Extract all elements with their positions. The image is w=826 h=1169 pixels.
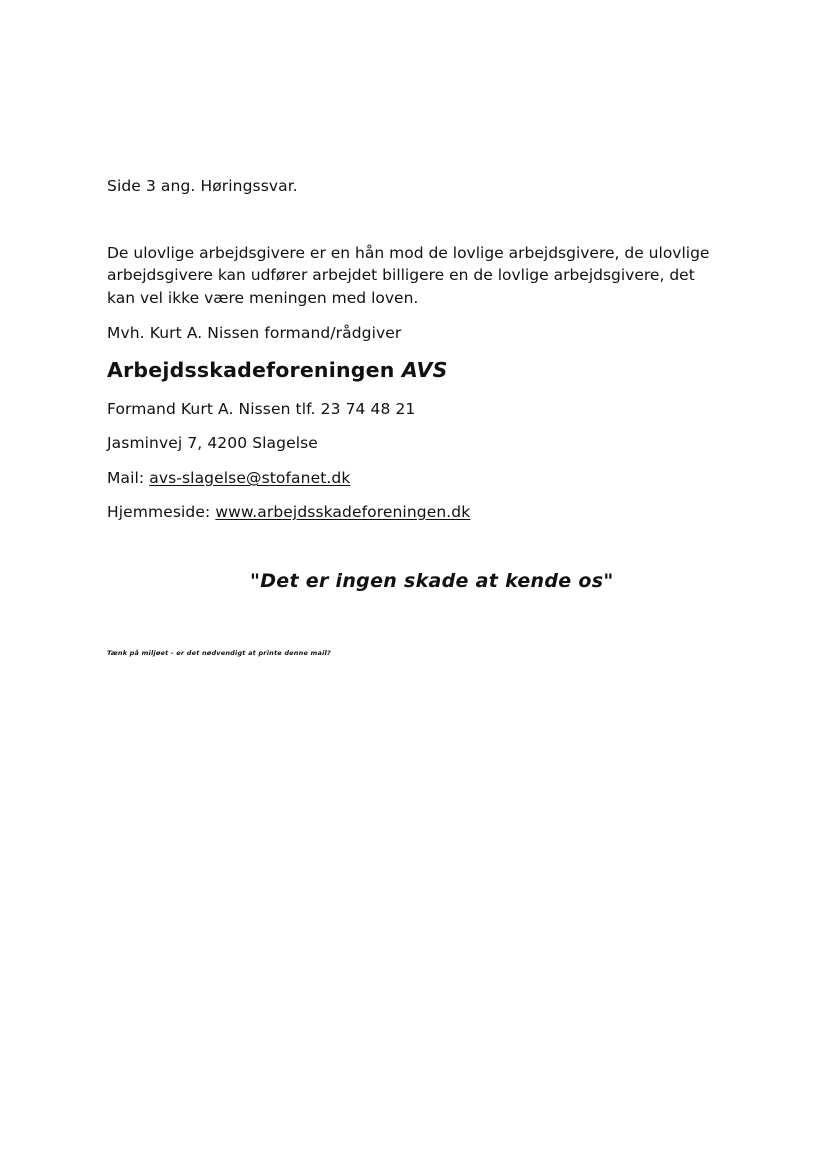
mail-label: Mail: (107, 469, 145, 487)
body-line-1: De ulovlige arbejdsgivere er en hån mod de lovlige arbejdsgivere, de ulovlige (107, 244, 710, 262)
contact-address-line: Jasminvej 7, 4200 Slagelse (107, 434, 318, 452)
contact-phone-line: Formand Kurt A. Nissen tlf. 23 74 48 21 (107, 400, 416, 418)
website-link[interactable]: www.arbejdsskadeforeningen.dk (215, 503, 471, 521)
web-label: Hjemmeside: (107, 503, 211, 521)
signoff: Mvh. Kurt A. Nissen formand/rådgiver (107, 324, 402, 342)
page-reference: Side 3 ang. Høringssvar. (107, 177, 298, 195)
organization-name (107, 358, 448, 382)
contact-mail-line (107, 469, 350, 487)
body-line-3: kan vel ikke være meningen med loven. (107, 289, 419, 307)
mail-link[interactable]: avs-slagelse@stofanet.dk (149, 469, 351, 487)
footnote: Tænk på miljøet - er det nødvendigt at printe denne mail? (107, 649, 331, 657)
organization-name-main: Arbejdsskadeforeningen (107, 358, 395, 382)
body-line-2: arbejdsgivere kan udfører arbejdet billigere en de lovlige arbejdsgivere, det (107, 266, 695, 284)
slogan: "Det er ingen skade at kende os" (250, 570, 614, 592)
organization-suffix: AVS (401, 358, 448, 382)
contact-web-line (107, 503, 470, 521)
